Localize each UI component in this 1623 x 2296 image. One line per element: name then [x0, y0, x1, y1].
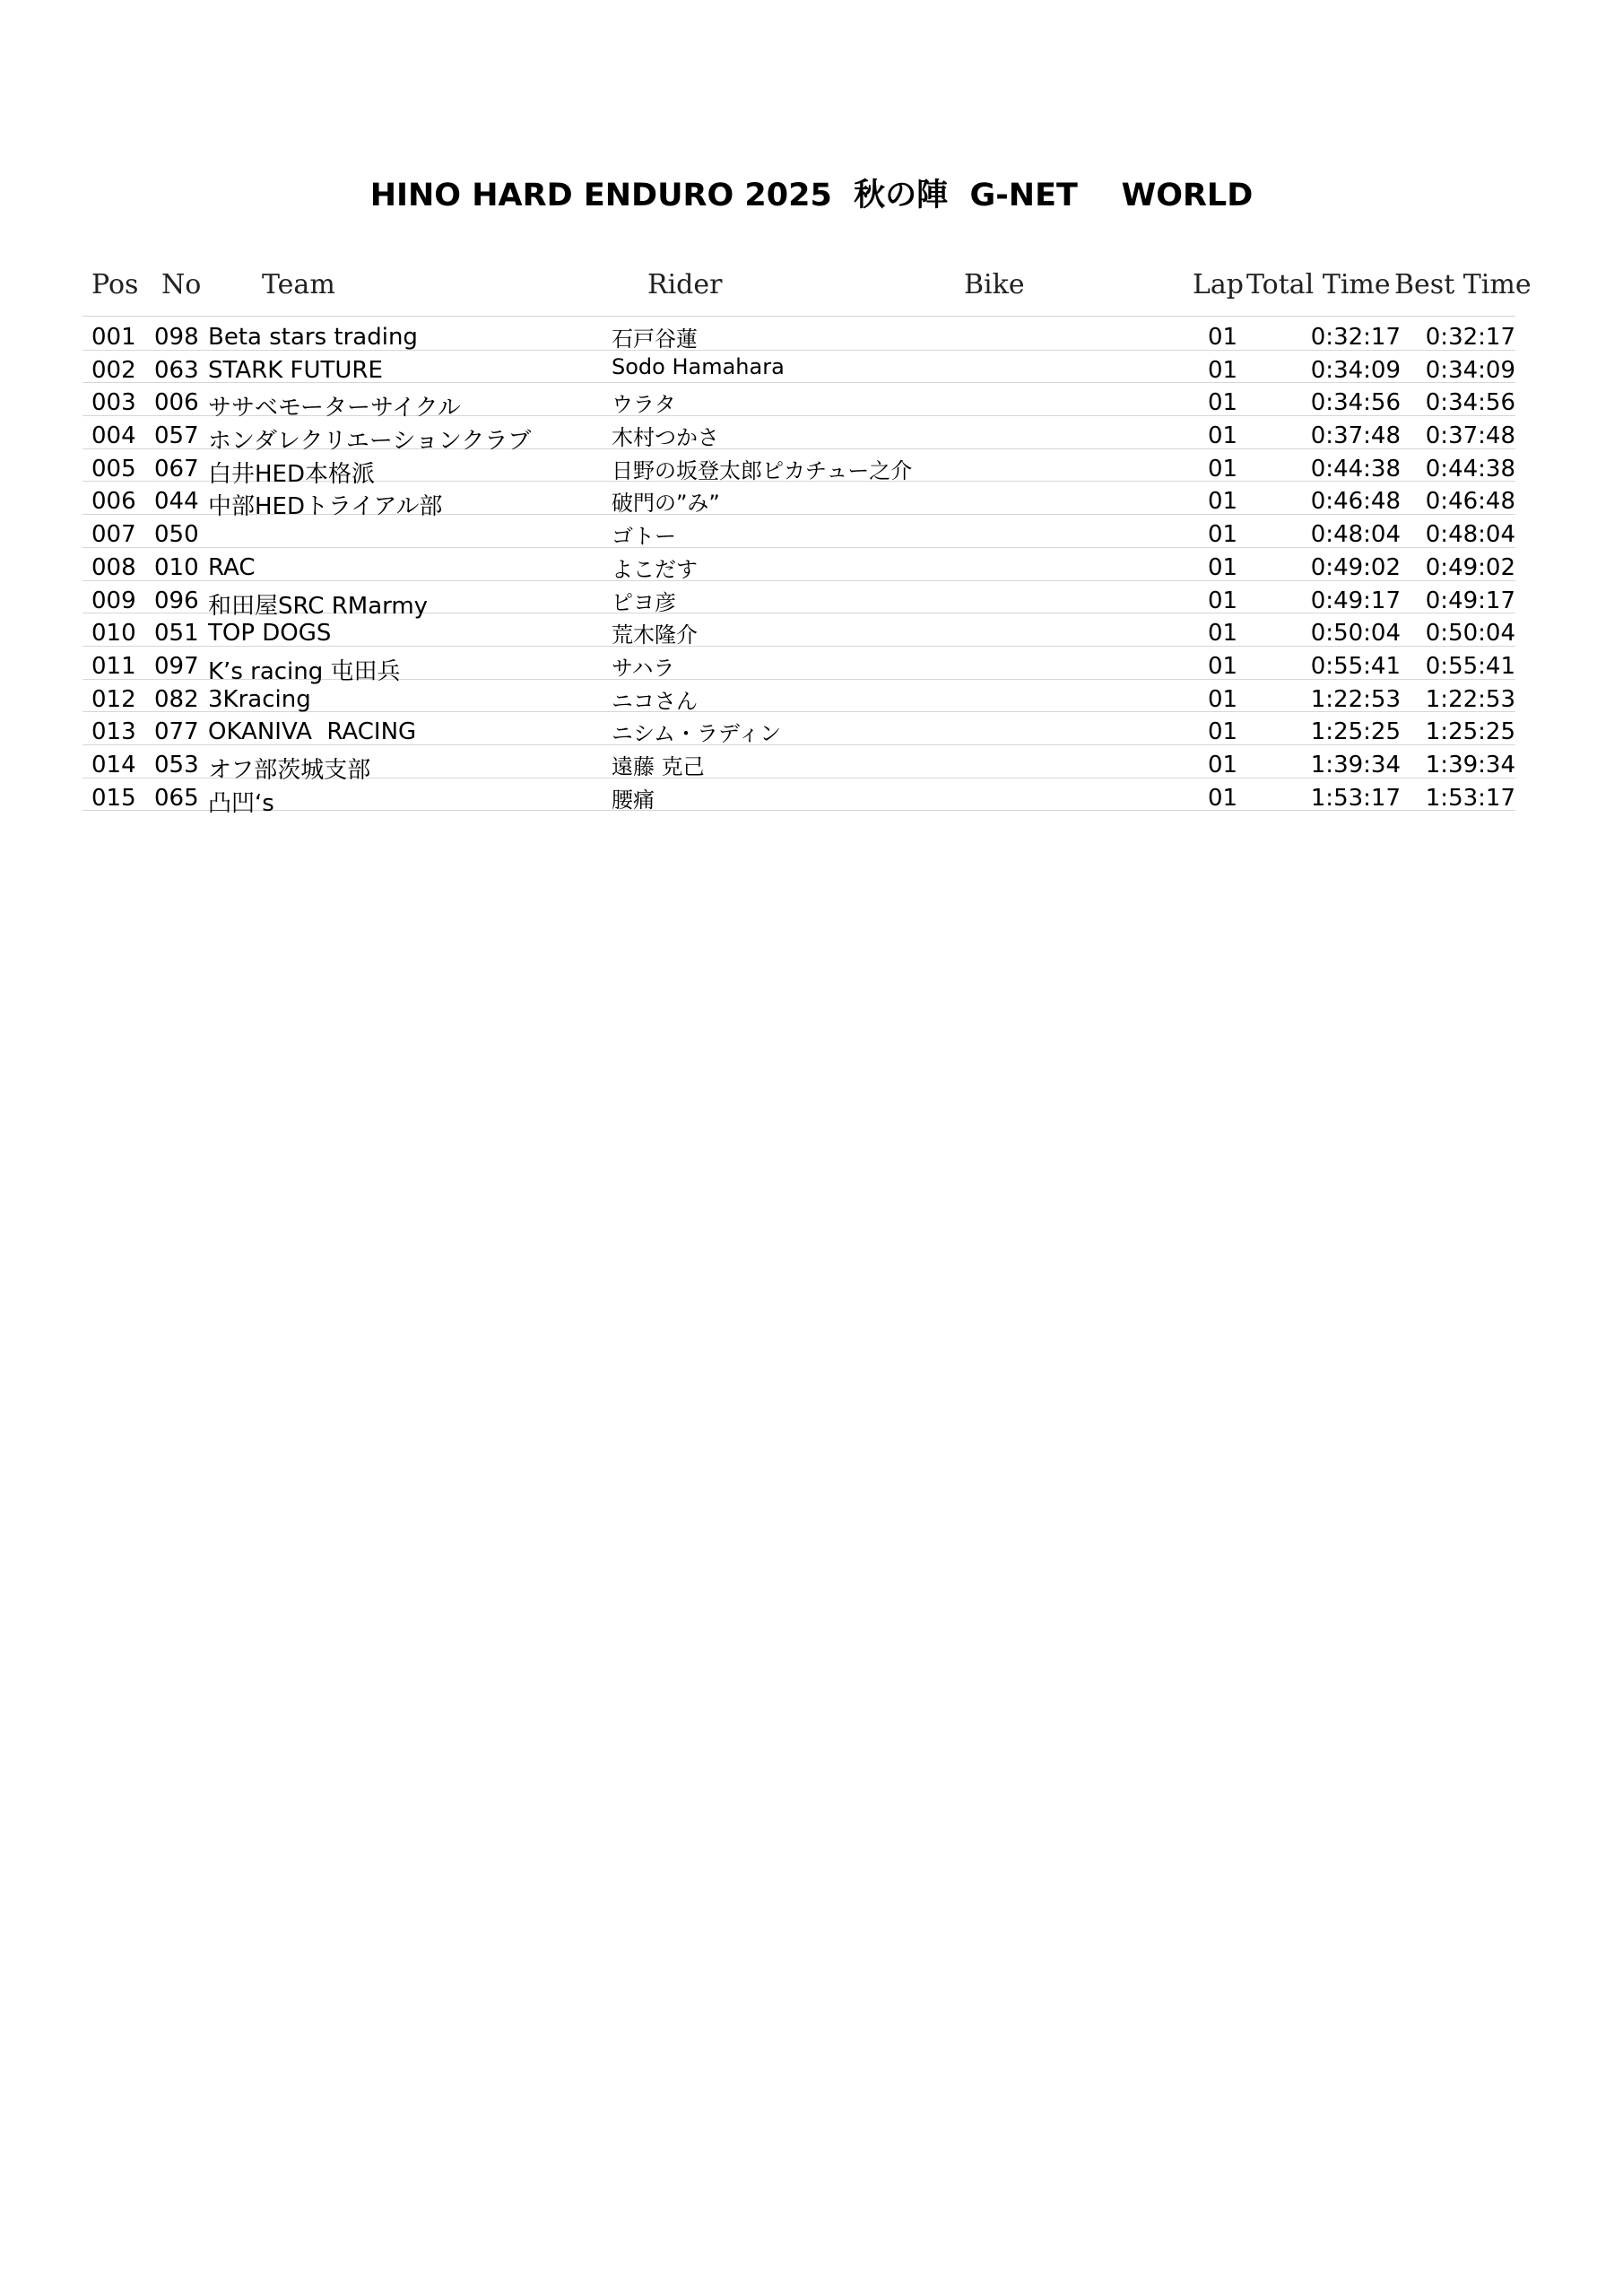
result-row	[82, 351, 1515, 384]
result-row	[82, 449, 1515, 488]
cell-team: 白井HED本格派	[208, 460, 375, 488]
cell-lap: 01	[1208, 422, 1238, 450]
cell-pos: 010	[91, 620, 136, 648]
result-row	[82, 548, 1515, 581]
cell-rider: 腰痛	[612, 787, 655, 813]
cell-no: 096	[154, 587, 199, 614]
cell-team: 中部HEDトライアル部	[208, 493, 443, 521]
cell-pos: 011	[91, 652, 136, 680]
cell-best-time: 0:49:17	[1425, 587, 1515, 614]
cell-team: ホンダレクリエーションクラブ	[208, 428, 532, 456]
cell-no: 082	[154, 685, 199, 713]
results-table-body	[82, 317, 1515, 817]
cell-rider: 木村つかさ	[612, 425, 719, 451]
cell-no: 010	[154, 553, 199, 581]
cell-lap: 01	[1208, 718, 1238, 746]
cell-best-time: 1:22:53	[1425, 685, 1515, 713]
cell-total-time: 1:39:34	[1310, 751, 1401, 778]
cell-team: TOP DOGS	[208, 620, 332, 648]
cell-pos: 006	[91, 488, 136, 516]
header-pos: Pos	[91, 269, 139, 300]
cell-lap: 01	[1208, 553, 1238, 581]
cell-best-time: 0:37:48	[1425, 422, 1515, 450]
cell-lap: 01	[1208, 389, 1238, 417]
cell-total-time: 0:55:41	[1310, 652, 1401, 680]
cell-no: 065	[154, 784, 199, 812]
cell-no: 051	[154, 620, 199, 648]
cell-best-time: 0:34:09	[1425, 356, 1515, 384]
cell-rider: ニコさん	[612, 688, 698, 714]
cell-lap: 01	[1208, 488, 1238, 516]
cell-total-time: 0:44:38	[1310, 455, 1401, 483]
result-row	[82, 745, 1515, 784]
cell-pos: 005	[91, 455, 136, 483]
cell-lap: 01	[1208, 784, 1238, 812]
result-row	[82, 712, 1515, 745]
result-row	[82, 778, 1515, 817]
header-rider: Rider	[647, 269, 723, 300]
cell-pos: 008	[91, 553, 136, 581]
cell-rider: よこだす	[612, 556, 698, 582]
cell-no: 057	[154, 422, 199, 450]
cell-pos: 001	[91, 324, 136, 351]
cell-pos: 002	[91, 356, 136, 384]
cell-team: オフ部茨城支部	[208, 756, 371, 784]
cell-pos: 007	[91, 521, 136, 549]
cell-team: OKANIVA RACING	[208, 718, 417, 746]
header-team: Team	[262, 269, 335, 300]
cell-best-time: 0:46:48	[1425, 488, 1515, 516]
document-title: HINO HARD ENDURO 2025 秋の陣 G-NET WORLD	[369, 178, 1254, 213]
cell-team: K’s racing 屯田兵	[208, 657, 401, 685]
header-divider	[82, 316, 1515, 317]
cell-best-time: 0:55:41	[1425, 652, 1515, 680]
cell-rider: サハラ	[612, 655, 675, 681]
cell-best-time: 0:49:02	[1425, 553, 1515, 581]
result-row	[82, 515, 1515, 548]
cell-best-time: 1:39:34	[1425, 751, 1515, 778]
cell-rider: Sodo Hamahara	[612, 353, 785, 379]
cell-no: 044	[154, 488, 199, 516]
cell-best-time: 1:25:25	[1425, 718, 1515, 746]
cell-rider: ウラタ	[612, 392, 676, 418]
cell-total-time: 0:34:09	[1310, 356, 1401, 384]
cell-total-time: 0:37:48	[1310, 422, 1401, 450]
header-total-time: Total Time	[1246, 269, 1391, 300]
cell-team: RAC	[208, 553, 256, 581]
cell-best-time: 0:34:56	[1425, 389, 1515, 417]
cell-pos: 004	[91, 422, 136, 450]
cell-no: 077	[154, 718, 199, 746]
cell-no: 063	[154, 356, 199, 384]
cell-team: 3Kracing	[208, 685, 311, 713]
result-row	[82, 416, 1515, 456]
cell-no: 097	[154, 652, 199, 680]
cell-team: 凸凹‘s	[208, 789, 274, 817]
cell-pos: 013	[91, 718, 136, 746]
cell-no: 006	[154, 389, 199, 417]
cell-total-time: 0:50:04	[1310, 620, 1401, 648]
cell-no: 050	[154, 521, 199, 549]
cell-lap: 01	[1208, 685, 1238, 713]
cell-team: ササベモーターサイクル	[208, 395, 461, 422]
cell-no: 098	[154, 324, 199, 351]
cell-rider: ピヨ彦	[612, 589, 676, 615]
cell-lap: 01	[1208, 620, 1238, 648]
cell-no: 067	[154, 455, 199, 483]
cell-total-time: 0:34:56	[1310, 389, 1401, 417]
cell-team: STARK FUTURE	[208, 356, 383, 384]
cell-pos: 015	[91, 784, 136, 812]
cell-lap: 01	[1208, 751, 1238, 778]
cell-rider: ニシム・ラディン	[612, 721, 782, 747]
cell-rider: ゴトー	[612, 524, 676, 550]
result-row	[82, 613, 1515, 647]
cell-total-time: 0:49:17	[1310, 587, 1401, 614]
cell-lap: 01	[1208, 455, 1238, 483]
result-row	[82, 581, 1515, 620]
result-row	[82, 482, 1515, 521]
header-lap: Lap	[1193, 269, 1245, 300]
cell-total-time: 0:46:48	[1310, 488, 1401, 516]
cell-total-time: 0:48:04	[1310, 521, 1401, 549]
cell-team: Beta stars trading	[208, 324, 418, 351]
cell-pos: 009	[91, 587, 136, 614]
cell-total-time: 1:25:25	[1310, 718, 1401, 746]
cell-rider: 破門の”み”	[612, 491, 720, 517]
cell-best-time: 0:48:04	[1425, 521, 1515, 549]
cell-team: 和田屋SRC RMarmy	[208, 592, 429, 620]
cell-lap: 01	[1208, 324, 1238, 351]
cell-best-time: 0:50:04	[1425, 620, 1515, 648]
header-no: No	[161, 269, 202, 300]
cell-pos: 014	[91, 751, 136, 778]
result-row	[82, 383, 1515, 422]
cell-rider: 遠藤 克己	[612, 753, 705, 779]
cell-pos: 012	[91, 685, 136, 713]
cell-rider: 日野の坂登太郎ピカチュー之介	[612, 457, 913, 483]
cell-best-time: 0:44:38	[1425, 455, 1515, 483]
cell-total-time: 0:32:17	[1310, 324, 1401, 351]
header-bike: Bike	[964, 269, 1025, 300]
result-row	[82, 317, 1515, 351]
cell-lap: 01	[1208, 587, 1238, 614]
cell-total-time: 0:49:02	[1310, 553, 1401, 581]
cell-best-time: 0:32:17	[1425, 324, 1515, 351]
cell-lap: 01	[1208, 521, 1238, 549]
cell-lap: 01	[1208, 356, 1238, 384]
result-row	[82, 680, 1515, 713]
result-row	[82, 647, 1515, 685]
cell-pos: 003	[91, 389, 136, 417]
cell-best-time: 1:53:17	[1425, 784, 1515, 812]
cell-no: 053	[154, 751, 199, 778]
cell-rider: 荒木隆介	[612, 622, 698, 648]
cell-total-time: 1:22:53	[1310, 685, 1401, 713]
results-table-header	[0, 269, 1623, 314]
cell-rider: 石戸谷蓮	[612, 326, 698, 352]
cell-total-time: 1:53:17	[1310, 784, 1401, 812]
cell-lap: 01	[1208, 652, 1238, 680]
header-best-time: Best Time	[1394, 269, 1532, 300]
